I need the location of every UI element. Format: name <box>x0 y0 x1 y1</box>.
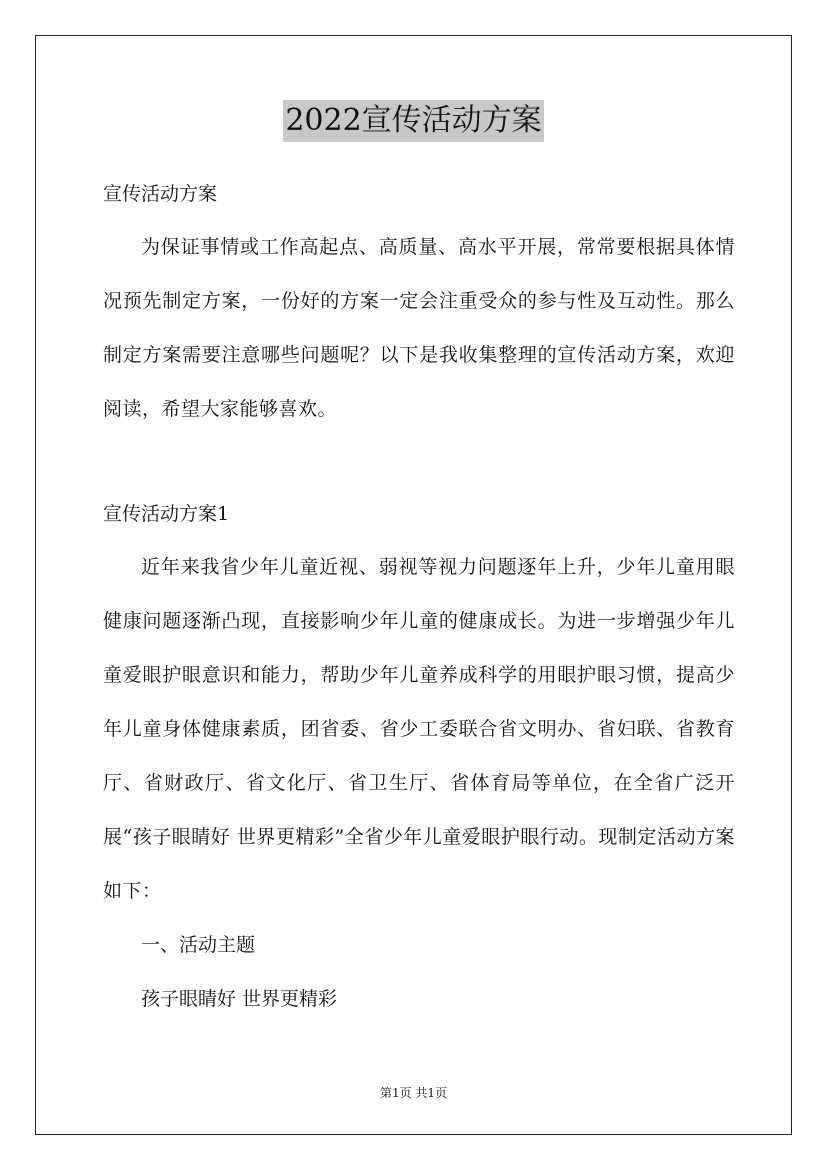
intro-heading: 宣传活动方案 <box>103 183 218 205</box>
document-body <box>103 168 735 1026</box>
subheading-activity-theme: 一、活动主题 <box>141 934 256 956</box>
section1-heading: 宣传活动方案1 <box>103 503 230 525</box>
title-container <box>0 100 827 142</box>
page-footer: 第1页 共1页 <box>379 1086 448 1100</box>
theme-text: 孩子眼睛好 世界更精彩 <box>141 988 338 1010</box>
blank-line <box>103 436 735 488</box>
document-title: 2022宣传活动方案 <box>283 100 543 142</box>
section1-paragraph: 近年来我省少年儿童近视、弱视等视力问题逐年上升，少年儿童用眼健康问题逐渐凸现，直接影响少年儿童的健康成长。为进一步增强少年儿童爱眼护眼意识和能力，帮助少年儿童养成科学的用眼护眼习惯，提高少年儿童身体健康素质，团省委、省少工委联合省文明办、省妇联、省教育厅、省财政厅、省文化厅、省卫生厅、省体育局等单位，在全省广泛开展“孩子眼睛好 世界更精彩”全省少年儿童爱眼护眼行动。现制定活动方案如下： <box>103 556 735 902</box>
intro-paragraph: 为保证事情或工作高起点、高质量、高水平开展，常常要根据具体情况预先制定方案，一份好的方案一定会注重受众的参与性及互动性。那么制定方案需要注意哪些问题呢？以下是我收集整理的宣传活动方案，欢迎阅读，希望大家能够喜欢。 <box>103 236 735 420</box>
